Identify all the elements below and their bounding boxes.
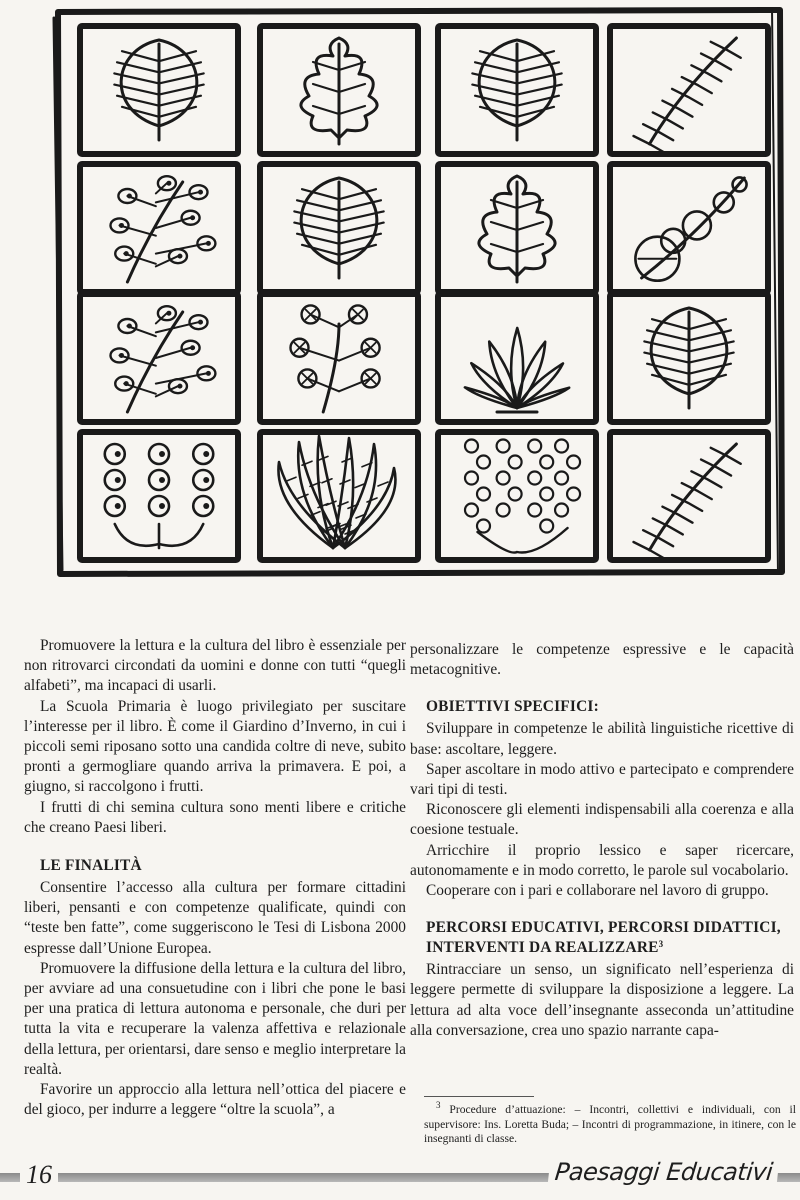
leaf-cell-r2-c2 [260,164,418,292]
leaf-cell-r3-c2 [260,294,418,422]
heading-finalita: LE FINALITÀ [40,857,142,875]
footnote-divider [424,1096,534,1097]
objective-1: Sviluppare in competenze le abilità linguistiche ricettive di base: ascoltare, leggere. [410,720,794,758]
eucalyptus-icon [635,177,746,280]
percorsi-paragraph: Rintracciare un senso, un significato nell’esperienza di leggere permette di sviluppare la disposizione a leggere. La lettura ad alta voce dell’insegnante asseconda un’attitudine alla conversazione, crea uno spazio narrante capa- [410,961,794,1039]
berry-cluster-icon [465,440,580,553]
intro-paragraph-1: Promuovere la lettura e la cultura del libro è essenziale per non ritrovarci circondati da uomini e donne con tutti “quegli alfabeti”, ma incapaci di usarli. [24,637,406,695]
aloe-icon [278,436,395,548]
finalita-paragraph-1: Consentire l’accesso alla cultura per formare cittadini liberi, pensanti e con competenze qualificate, quindi con “teste ben fatte”, come suggeriscono le Tesi di Lisbona 2000 espresse dall’Unione Europea. [24,879,406,957]
fern-icon [634,444,741,558]
leaf-icon [294,178,383,278]
finalita-paragraph-2: Promuovere la diffusione della lettura e la cultura del libro, per avviare ad una consuetudine con i libri che pone le basi per una pratica di lettura autonoma e personale, che duri per tutta la vita e recuperare la valenza affettiva e relazionale della lettura, per orientarsi, dare senso e meglio interpretare la realtà. [24,959,406,1078]
magazine-title: Paesaggi Educativi [547,1158,779,1186]
leaf-cell-r2-c3 [438,164,596,292]
leaf-cell-r3-c1 [80,294,238,422]
leaf-cell-r1-c3 [438,26,596,154]
page-number: 16 [20,1160,58,1190]
berry-branch-icon [111,176,216,282]
objective-4: Arricchire il proprio lessico e saper ricercare, autonomamente e in modo corretto, le parole sul vocabolario. [410,841,794,879]
leaf-cell-r3-c4 [610,294,768,422]
footnote-reference[interactable]: 3 [658,939,664,950]
leaf-cell-r3-c3 [438,294,596,422]
oak-leaf-icon [301,38,377,144]
heading-percorsi [426,918,794,958]
footnote-text: Procedure d’attuazione: – Incontri, collettivi e individuali, con il supervisore: Ins. Loretta Buda; – Incontri di programmazione, in itinere, con le insegnanti di classe. [424,1103,796,1146]
footnote-mark: 3 [436,1100,441,1110]
heading-obiettivi: OBIETTIVI SPECIFICI: [426,698,599,716]
leaf-cell-r2-c1 [80,164,238,292]
objective-3: Riconoscere gli elementi indispensabili alla coerenza e alla coesione testuale. [410,801,794,839]
leaf-cell-r4-c1 [80,432,238,560]
leaf-cell-r4-c3 [438,432,596,560]
leaf-icon [644,308,733,408]
right-text-column [410,640,794,1041]
leaf-grid-illustration [50,4,790,578]
left-text-column [24,636,406,1120]
footnote [424,1100,796,1147]
objective-2: Saper ascoltare in modo attivo e partecipato e comprendere vari tipi di testi. [410,760,794,799]
leaf-cell-r1-c4 [610,26,768,154]
berry-branch-icon [111,306,216,412]
leaf-cell-r2-c4 [610,164,768,292]
finalita-paragraph-3: Favorire un approccio alla lettura nell’ottica del piacere e del gioco, per indurre a leggere “oltre la scuola”, a [24,1081,406,1119]
leaf-cell-r1-c1 [80,26,238,154]
intro-paragraph-2: La Scuola Primaria è luogo privilegiato per suscitare l’interesse per il libro. È come il Giardino d’Inverno, in cui i piccoli semi riposano sotto una candida coltre di neve, subito pronti a germogliare quando arriva la primavera. E poi, a giugno, si raccolgono i frutti. [24,697,406,796]
oak-leaf-icon [479,176,555,282]
intro-paragraph-3: I frutti di chi semina cultura sono menti libere e critiche che creano Paesi liberi. [24,798,406,836]
heading-percorsi-text: PERCORSI EDUCATIVI, PERCORSI DIDATTICI, INTERVENTI DA REALIZZARE [426,919,781,957]
objective-5: Cooperare con i pari e collaborare nel lavoro di gruppo. [426,882,769,900]
fan-leaf-icon [465,328,569,412]
leaf-icon [114,40,203,140]
fern-icon [634,38,741,152]
leaf-icon [472,40,561,140]
continued-paragraph: personalizzare le competenze espressive e le capacità metacognitive. [410,641,794,679]
berry-chain-icon [105,444,213,548]
leaf-cell-r4-c4 [610,432,768,560]
leaf-cell-r1-c2 [260,26,418,154]
leaf-cell-r4-c2 [260,432,418,560]
seed-branch-icon [291,305,380,412]
